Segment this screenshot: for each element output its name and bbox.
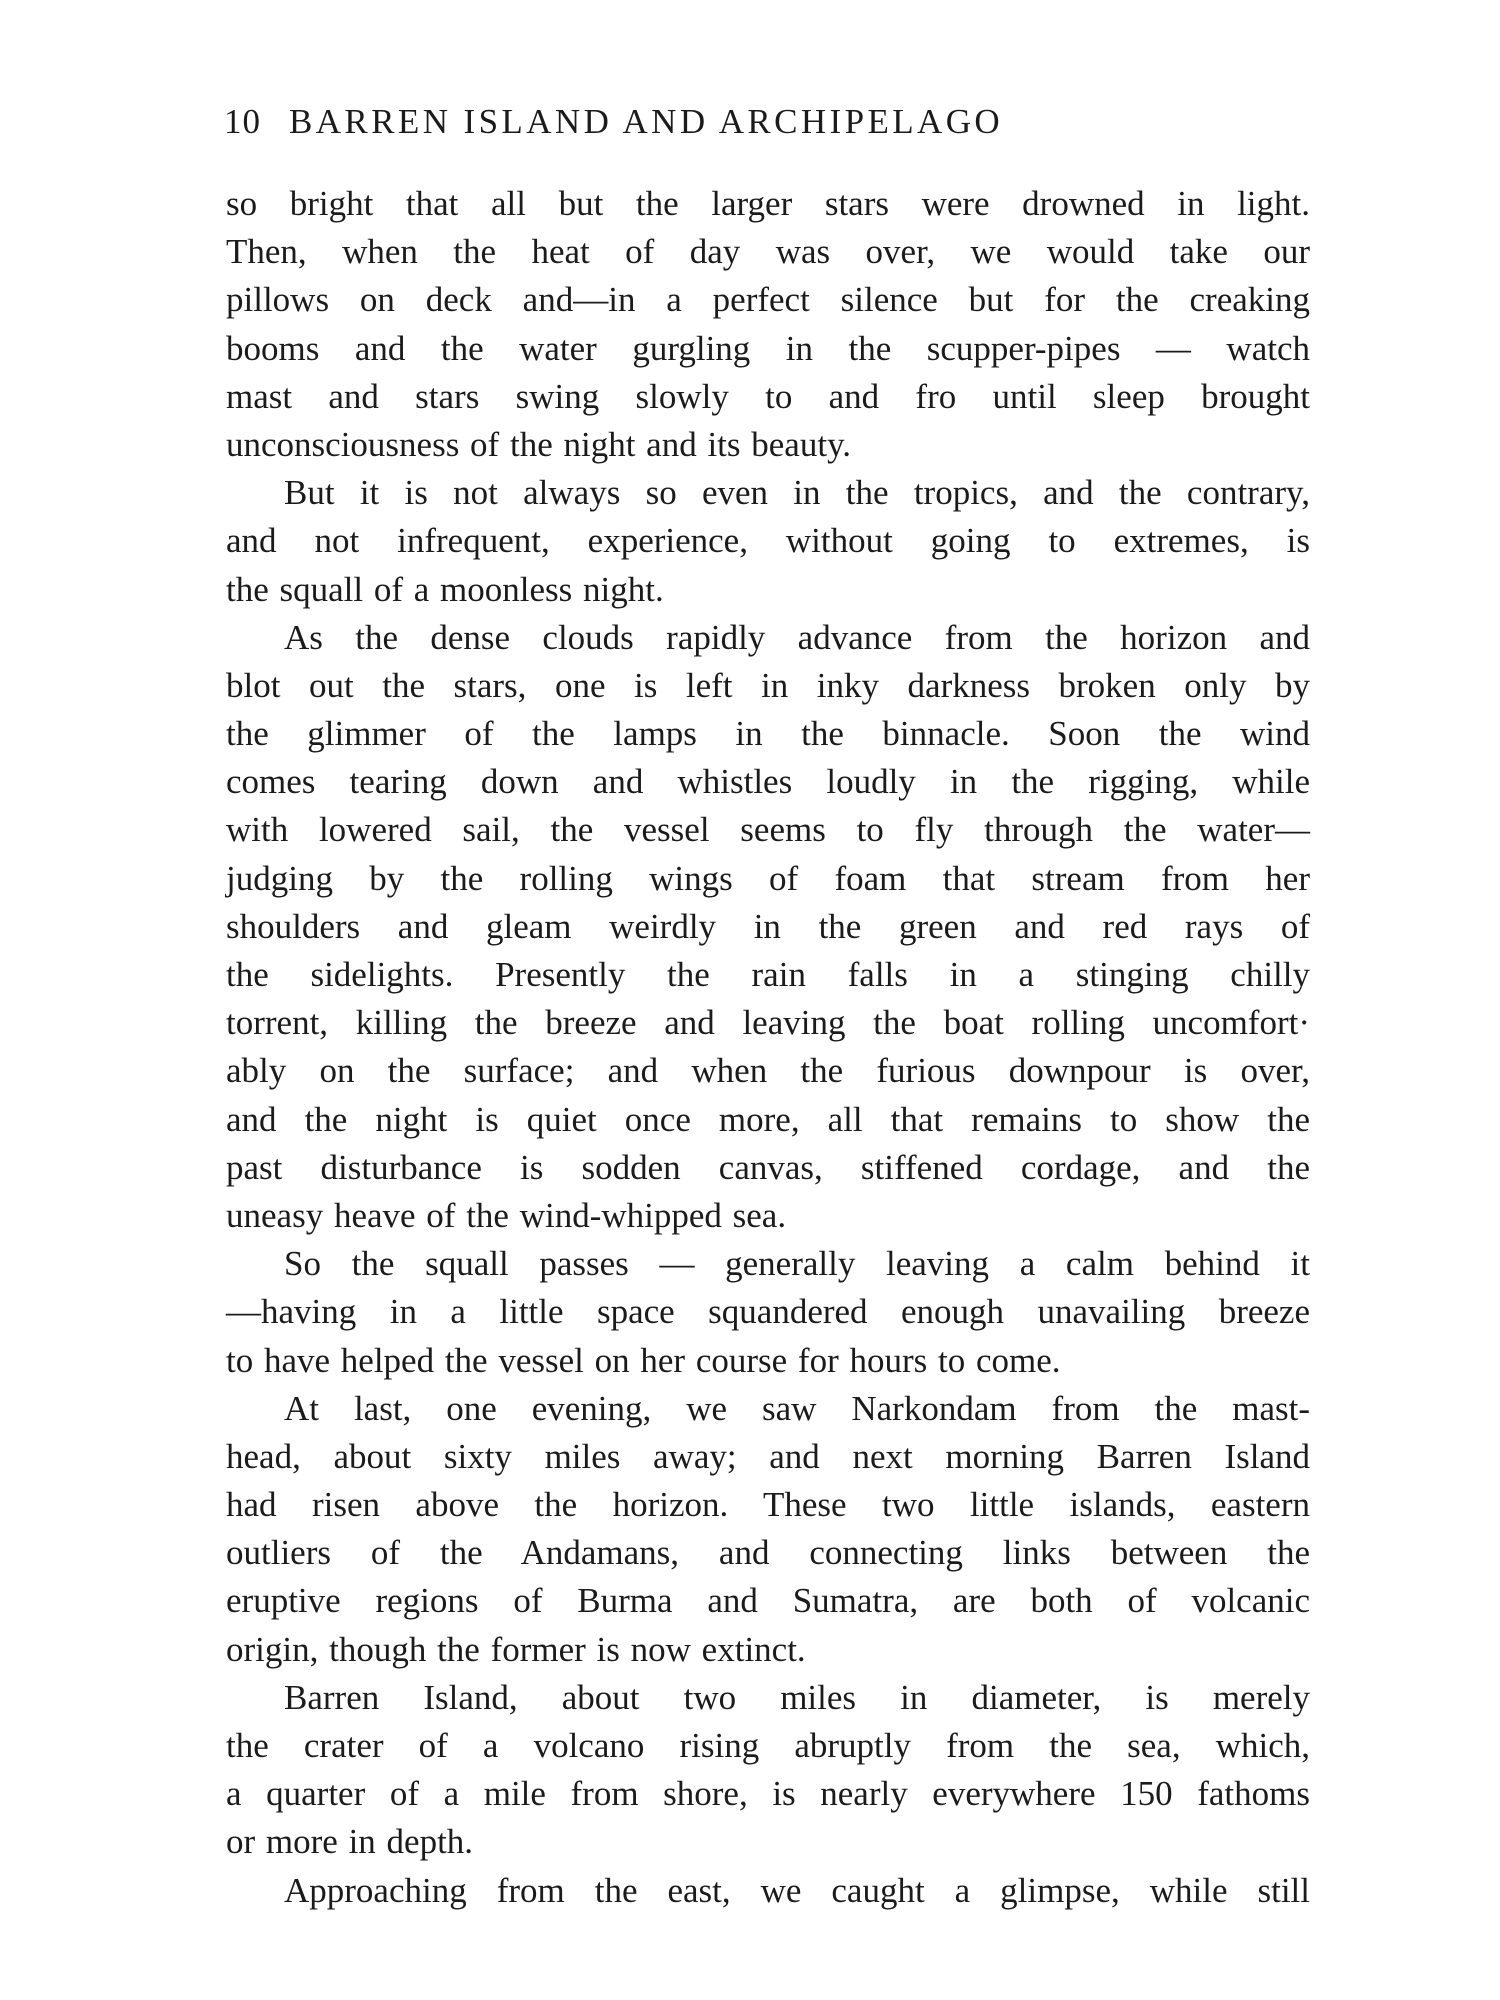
text-line: and not infrequent, experience, without going to extremes, is xyxy=(226,521,1310,561)
text-line: origin, though the former is now extinct. xyxy=(226,1629,806,1669)
text-line: had risen above the horizon. These two little islands, eastern xyxy=(226,1485,1310,1525)
text-line: mast and stars swing slowly to and fro until sleep brought xyxy=(226,376,1310,416)
text-line: the sidelights. Presently the rain falls in a stinging chilly xyxy=(226,955,1310,994)
text-line: or more in depth. xyxy=(226,1822,474,1862)
text-line: comes tearing down and whistles loudly in the rigging, while xyxy=(226,762,1310,802)
body-text xyxy=(226,180,1310,1915)
text-line: booms and the water gurgling in the scupper-pipes — watch xyxy=(226,328,1310,368)
text-line: unconsciousness of the night and its beauty. xyxy=(226,424,852,464)
text-line: and the night is quiet once more, all that remains to show the xyxy=(226,1099,1310,1139)
text-line: Barren Island, about two miles in diameter, is merely xyxy=(284,1677,1310,1717)
text-line: As the dense clouds rapidly advance from the horizon and xyxy=(284,617,1310,657)
text-line: So the squall passes — generally leaving a calm behind it xyxy=(284,1244,1310,1284)
text-line: blot out the stars, one is left in inky darkness broken only by xyxy=(226,665,1310,705)
text-line: uneasy heave of the wind-whipped sea. xyxy=(226,1195,787,1235)
running-title: BARREN ISLAND AND ARCHIPELAGO xyxy=(289,102,1004,141)
text-line: shoulders and gleam weirdly in the green and red rays of xyxy=(226,906,1310,946)
text-line: with lowered sail, the vessel seems to fly through the water— xyxy=(226,810,1310,850)
text-line: so bright that all but the larger stars were drowned in light. xyxy=(226,184,1310,223)
text-line: the glimmer of the lamps in the binnacle. Soon the wind xyxy=(226,714,1310,754)
text-line: eruptive regions of Burma and Sumatra, are both of volcanic xyxy=(226,1581,1310,1621)
running-head xyxy=(224,102,1312,158)
text-line: Approaching from the east, we caught a glimpse, while still xyxy=(284,1870,1310,1910)
text-line: past disturbance is sodden canvas, stiffened cordage, and the xyxy=(226,1147,1310,1187)
text-line: ably on the surface; and when the furious downpour is over, xyxy=(226,1051,1310,1091)
text-line: —having in a little space squandered enough unavailing breeze xyxy=(226,1292,1310,1332)
text-line: outliers of the Andamans, and connecting links between the xyxy=(226,1533,1310,1573)
text-line: to have helped the vessel on her course for hours to come. xyxy=(226,1340,1061,1380)
text-line: head, about sixty miles away; and next morning Barren Island xyxy=(226,1436,1310,1476)
page-number: 10 xyxy=(224,102,261,141)
text-line: At last, one evening, we saw Narkondam from the mast- xyxy=(284,1388,1310,1428)
text-line: a quarter of a mile from shore, is nearly everywhere 150 fathoms xyxy=(226,1774,1310,1814)
text-line: torrent, killing the breeze and leaving the boat rolling uncomfort· xyxy=(226,1003,1310,1043)
text-line: the squall of a moonless night. xyxy=(226,569,664,609)
text-line: Then, when the heat of day was over, we would take our xyxy=(226,232,1310,272)
text-line: judging by the rolling wings of foam that stream from her xyxy=(226,858,1310,898)
text-line: pillows on deck and—in a perfect silence but for the creaking xyxy=(226,280,1310,320)
text-line: But it is not always so even in the tropics, and the contrary, xyxy=(284,473,1310,513)
text-line: the crater of a volcano rising abruptly from the sea, which, xyxy=(226,1726,1310,1765)
